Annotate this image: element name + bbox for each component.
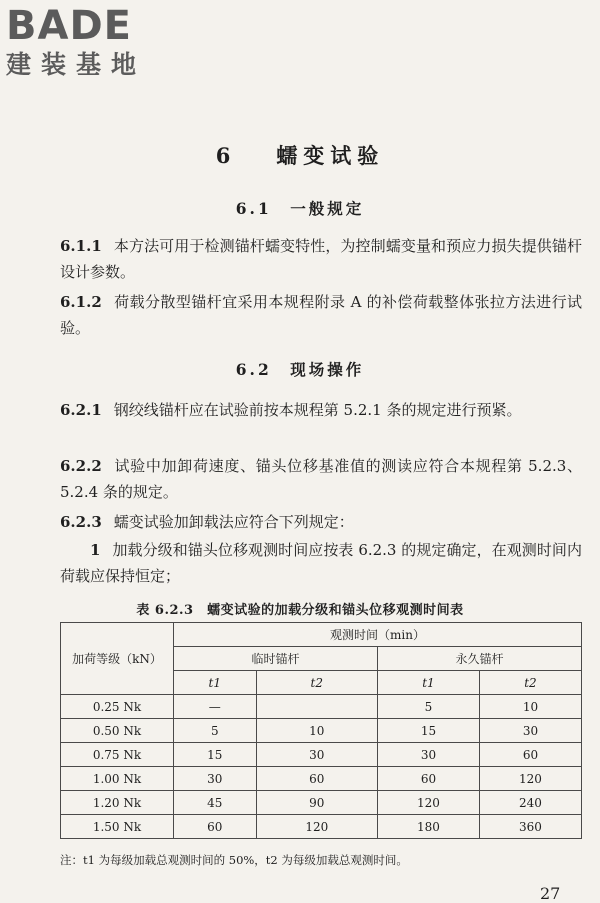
page-number: 27 xyxy=(540,884,561,903)
section-title-6-1: 6.1 一般规定 xyxy=(235,199,365,218)
logo xyxy=(6,4,176,80)
section-title-6-2: 6.2 现场操作 xyxy=(235,360,365,379)
item-1 xyxy=(60,537,582,589)
temp-t2-cell: 10 xyxy=(256,719,377,743)
table-row xyxy=(61,815,582,839)
temp-t1-cell: 45 xyxy=(174,791,257,815)
perm-t2-cell: 60 xyxy=(479,743,581,767)
perm-t2-cell: 30 xyxy=(479,719,581,743)
clause-number: 6.1.1 xyxy=(60,237,102,255)
clause-text: 荷载分散型锚杆宜采用本规程附录 A 的补偿荷载整体张拉方法进行试验。 xyxy=(60,293,582,337)
clause-text: 钢绞线锚杆应在试验前按本规程第 5.2.1 条的规定进行预紧。 xyxy=(113,401,522,419)
temp-t1-cell: 60 xyxy=(174,815,257,839)
temp-t2-cell: 30 xyxy=(256,743,377,767)
perm-t2-header: t2 xyxy=(479,671,581,695)
load-level-header: 加荷等级（kN） xyxy=(61,623,174,695)
clause-number: 6.1.2 xyxy=(60,293,102,311)
chapter-title: 蠕变试验 xyxy=(276,143,385,168)
perm-t2-cell: 240 xyxy=(479,791,581,815)
temp-t1-cell: 5 xyxy=(174,719,257,743)
load-cell: 1.00 Nk xyxy=(61,767,174,791)
observation-time-header: 观测时间（min） xyxy=(174,623,582,647)
table-footnote: 注：t1 为每级加载总观测时间的 50%，t2 为每级加载总观测时间。 xyxy=(60,853,408,867)
clause-text: 蠕变试验加卸载法应符合下列规定： xyxy=(113,513,354,531)
chapter-heading xyxy=(0,140,600,170)
load-cell: 0.25 Nk xyxy=(61,695,174,719)
perm-t1-cell: 60 xyxy=(377,767,479,791)
temp-t2-cell: 60 xyxy=(256,767,377,791)
temp-t1-cell: 15 xyxy=(174,743,257,767)
temp-t2-cell xyxy=(256,695,377,719)
clause-number: 6.2.3 xyxy=(60,513,102,531)
table-caption: 表 6.2.3 蠕变试验的加载分级和锚头位移观测时间表 xyxy=(136,603,464,618)
permanent-anchor-header: 永久锚杆 xyxy=(377,647,581,671)
perm-t2-cell: 360 xyxy=(479,815,581,839)
perm-t2-cell: 120 xyxy=(479,767,581,791)
temp-t1-cell: 30 xyxy=(174,767,257,791)
temporary-anchor-header: 临时锚杆 xyxy=(174,647,378,671)
load-cell: 1.50 Nk xyxy=(61,815,174,839)
clause-6-1-2 xyxy=(60,289,582,341)
load-cell: 0.75 Nk xyxy=(61,743,174,767)
temp-t2-cell: 120 xyxy=(256,815,377,839)
clause-text: 试验中加卸荷速度、锚头位移基准值的测读应符合本规程第 5.2.3、5.2.4 条的规定。 xyxy=(60,457,582,501)
clause-6-1-1 xyxy=(60,233,582,285)
clause-6-2-2 xyxy=(60,453,582,505)
perm-t1-cell: 30 xyxy=(377,743,479,767)
clause-number: 6.2.1 xyxy=(60,401,102,419)
table-row xyxy=(61,791,582,815)
item-text: 加载分级和锚头位移观测时间应按表 6.2.3 的规定确定，在观测时间内荷载应保持恒定； xyxy=(60,541,582,585)
item-number: 1 xyxy=(90,541,101,559)
table-row xyxy=(61,743,582,767)
chapter-number: 6 xyxy=(215,143,237,168)
perm-t1-cell: 180 xyxy=(377,815,479,839)
temp-t1-cell: — xyxy=(174,695,257,719)
clause-text: 本方法可用于检测锚杆蠕变特性，为控制蠕变量和预应力损失提供锚杆设计参数。 xyxy=(60,237,582,281)
perm-t2-cell: 10 xyxy=(479,695,581,719)
perm-t1-header: t1 xyxy=(377,671,479,695)
logo-wordmark: BADE xyxy=(6,3,132,49)
load-cell: 0.50 Nk xyxy=(61,719,174,743)
temp-t2-cell: 90 xyxy=(256,791,377,815)
clause-6-2-1 xyxy=(60,397,582,423)
table-row xyxy=(61,767,582,791)
perm-t1-cell: 15 xyxy=(377,719,479,743)
creep-load-table xyxy=(60,622,582,839)
table-header-row xyxy=(61,623,582,647)
temp-t1-header: t1 xyxy=(174,671,257,695)
temp-t2-header: t2 xyxy=(256,671,377,695)
load-cell: 1.20 Nk xyxy=(61,791,174,815)
table-row xyxy=(61,695,582,719)
logo-subtitle: 建装基地 xyxy=(6,50,147,79)
table-row xyxy=(61,719,582,743)
perm-t1-cell: 5 xyxy=(377,695,479,719)
clause-number: 6.2.2 xyxy=(60,457,102,475)
perm-t1-cell: 120 xyxy=(377,791,479,815)
clause-6-2-3 xyxy=(60,509,582,535)
